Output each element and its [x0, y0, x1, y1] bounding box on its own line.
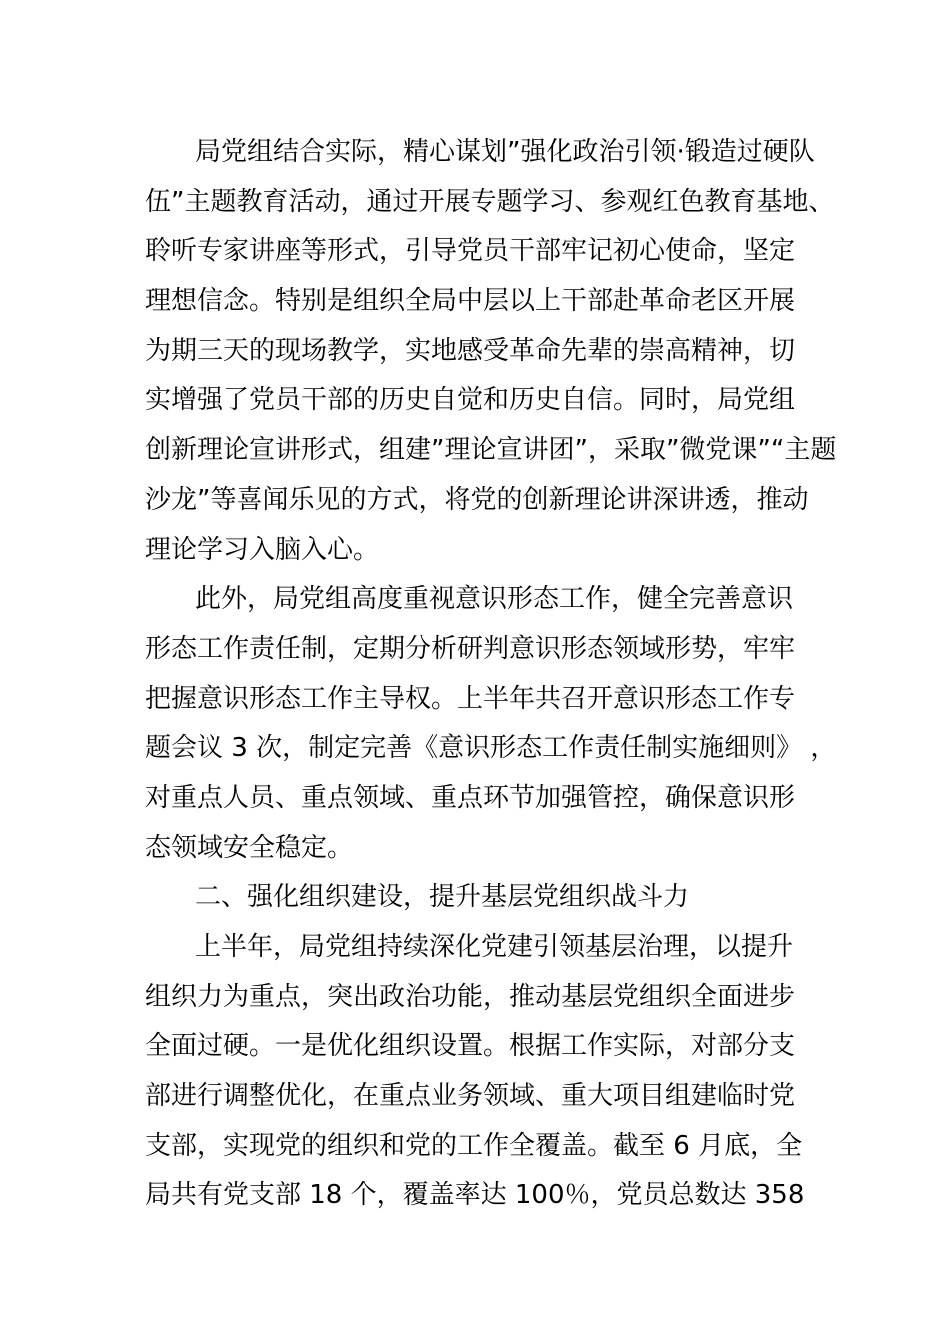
paragraph-line: 全面过硬。一是优化组织设置。根据工作实际，对部分支 — [145, 1031, 796, 1062]
paragraph-line: 理想信念。特别是组织全局中层以上干部赴革命老区开展 — [145, 286, 796, 317]
paragraph-line: 实增强了党员干部的历史自觉和历史自信。同时，局党组 — [145, 385, 796, 416]
paragraph-line: 形态工作责任制，定期分析研判意识形态领域形势，牢牢 — [145, 633, 796, 664]
paragraph-line: 理论学习入脑入心。 — [145, 534, 380, 565]
paragraph-line: 聆听专家讲座等形式，引导党员干部牢记初心使命，坚定 — [145, 236, 796, 267]
paragraph-line: 对重点人员、重点领域、重点环节加强管控，确保意识形 — [145, 782, 796, 813]
paragraph-line: 沙龙”等喜闻乐见的方式，将党的创新理论讲深讲透，推动 — [145, 484, 809, 515]
paragraph-line: 部进行调整优化，在重点业务领域、重大项目组建临时党 — [145, 1081, 796, 1112]
section-heading: 二、强化组织建设，提升基层党组织战斗力 — [195, 882, 690, 913]
paragraph-line: 上半年，局党组持续深化党建引领基层治理，以提升 — [195, 932, 794, 962]
paragraph-line: 创新理论宣讲形式，组建”理论宣讲团”，采取”微党课”“主题 — [145, 435, 837, 466]
paragraph-line: 此外，局党组高度重视意识形态工作，健全完善意识 — [195, 584, 794, 615]
body-text — [145, 128, 837, 1221]
paragraph-line: 支部，实现党的组织和党的工作全覆盖。截至 6 月底，全 — [145, 1130, 803, 1161]
paragraph-line: 为期三天的现场教学，实地感受革命先辈的崇高精神，切 — [145, 335, 796, 366]
paragraph-line: 局共有党支部 18 个，覆盖率达 100％，党员总数达 358 — [145, 1180, 805, 1211]
paragraph-line: 把握意识形态工作主导权。上半年共召开意识形态工作专 — [145, 683, 796, 714]
paragraph-line: 伍”主题教育活动，通过开展专题学习、参观红色教育基地、 — [145, 186, 835, 217]
paragraph-line: 态领域安全稳定。 — [145, 832, 354, 863]
paragraph-line: 组织力为重点，突出政治功能，推动基层党组织全面进步 — [145, 981, 796, 1012]
paragraph-line: 题会议 3 次，制定完善《意识形态工作责任制实施细则》 ， — [145, 733, 837, 764]
paragraph-line: 局党组结合实际，精心谋划”强化政治引领·锻造过硬队 — [195, 137, 815, 167]
